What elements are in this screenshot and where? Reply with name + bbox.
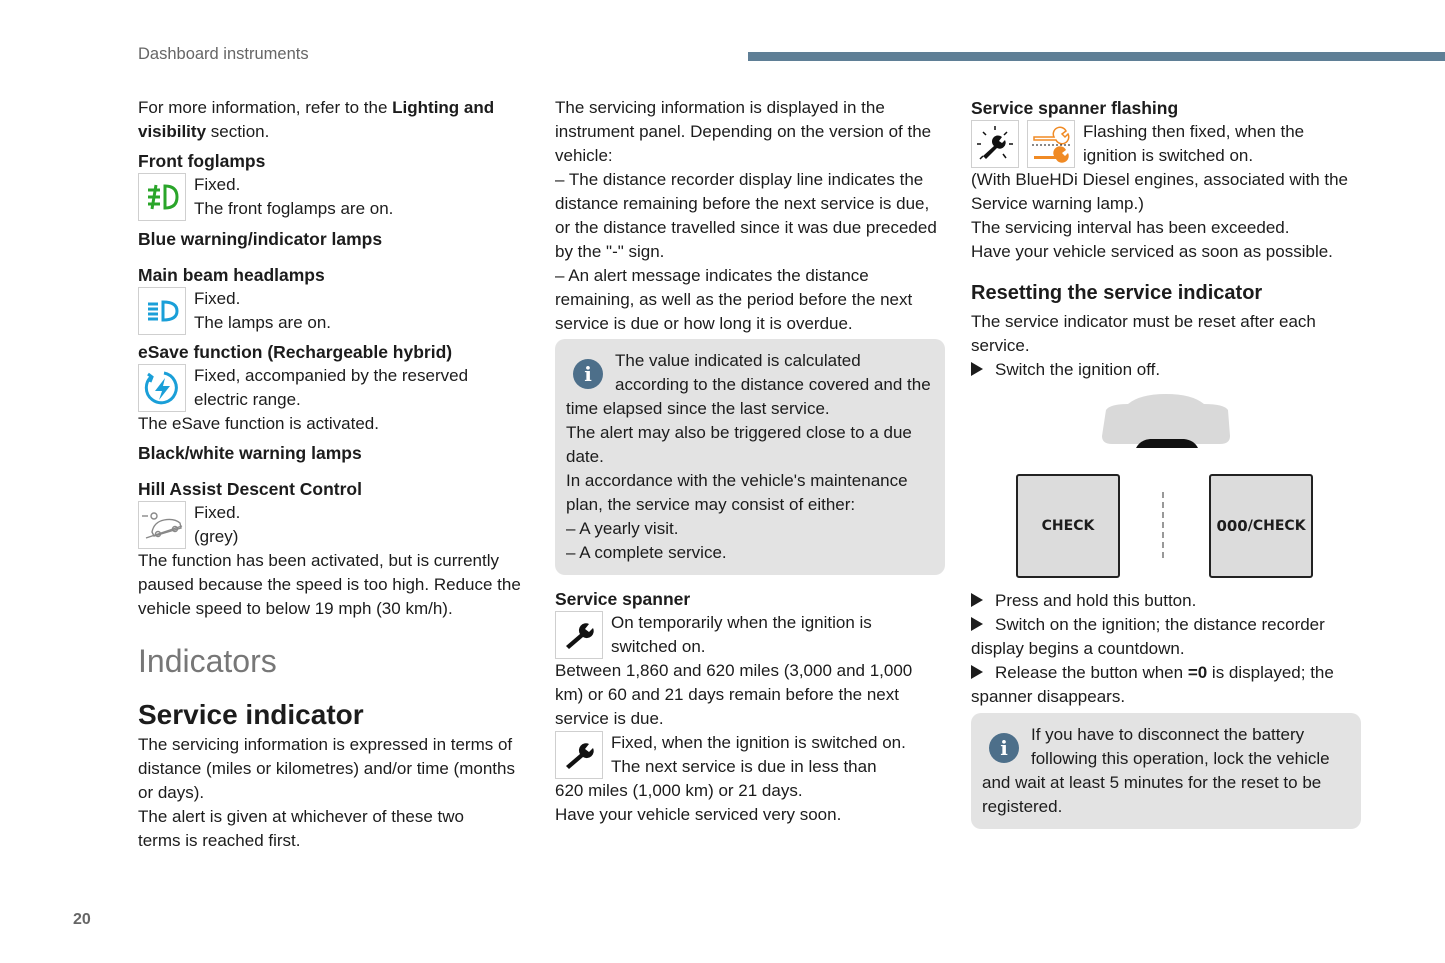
service-p1: The servicing information is expressed in terms of distance (miles or kilometres) and/or time (months or days). — [138, 735, 515, 802]
step-ignition-on: Switch on the ignition; the distance recorder display begins a countdown. — [971, 615, 1325, 658]
hill-descent-icon — [138, 501, 186, 549]
spanner-l3: Fixed, when the ignition is switched on. The next service is due in less than — [611, 733, 906, 776]
car-diagram — [1100, 392, 1232, 448]
section-header: Dashboard instruments — [138, 45, 309, 63]
arrow-icon — [971, 362, 983, 376]
flash-l4: Have your vehicle serviced as soon as possible. — [971, 242, 1333, 261]
main-beam-desc: The lamps are on. — [194, 313, 332, 332]
foglamp-desc: The front foglamps are on. — [194, 199, 394, 218]
col2-p3: – An alert message indicates the distance remaining, as well as the period before the next service is due or how long it is overdue. — [555, 266, 913, 333]
col2-p1: The servicing information is displayed in the instrument panel. Depending on the version of the vehicle: — [555, 98, 932, 165]
divider — [1162, 492, 1164, 558]
column-3 — [971, 96, 1361, 829]
indicators-heading: Indicators — [138, 643, 277, 679]
hill-assist-title: Hill Assist Descent Control — [138, 479, 362, 499]
foglamp-status: Fixed. — [194, 175, 241, 194]
info-note — [555, 339, 945, 575]
note-l4: – A yearly visit. — [566, 519, 679, 538]
header-bar — [748, 52, 1445, 61]
column-2 — [555, 96, 945, 827]
hill-desc: The function has been activated, but is currently paused because the speed is too high. Reduce the vehicle speed to below 19 mph (30 km/h). — [138, 551, 521, 618]
spanner-l5: Have your vehicle serviced very soon. — [555, 805, 842, 824]
check-button[interactable]: CHECK — [1016, 474, 1120, 578]
reset-p1: The service indicator must be reset after each service. — [971, 312, 1316, 355]
battery-note-text: If you have to disconnect the battery following this operation, lock the vehicle and wait at least 5 minutes for the reset to be registered. — [982, 725, 1330, 816]
hill-colour: (grey) — [194, 527, 239, 546]
reset-check-button[interactable]: 000 /CHECK — [1209, 474, 1313, 578]
front-foglamp-icon — [138, 173, 186, 221]
flash-l2: (With BlueHDi Diesel engines, associated with the Service warning lamp.) — [971, 170, 1349, 213]
col2-p2: – The distance recorder display line indicates the distance remaining before the next service is due, or the distance travelled since it was due preceded by the "-" sign. — [555, 170, 937, 261]
spanner-icon — [555, 611, 603, 659]
arrow-icon — [971, 593, 983, 607]
flash-l1: Flashing then fixed, when the ignition is switched on. — [1083, 122, 1305, 165]
esave-title: eSave function (Rechargeable hybrid) — [138, 342, 453, 362]
step-release: Release the button when =0 is displayed; the spanner disappears. — [971, 663, 1334, 706]
spanner-l2: Between 1,860 and 620 miles (3,000 and 1,000 km) or 60 and 21 days remain before the next service is due. — [555, 661, 913, 728]
main-beam-title: Main beam headlamps — [138, 265, 325, 285]
reset-heading: Resetting the service indicator — [971, 282, 1263, 304]
spanner-flashing-icon — [971, 120, 1019, 168]
info-icon: i — [573, 359, 603, 389]
note-l3: In accordance with the vehicle's maintenance plan, the service may consist of either: — [566, 471, 908, 514]
hill-status: Fixed. — [194, 503, 241, 522]
spanner-fixed-icon — [555, 731, 603, 779]
spanner-l4: 620 miles (1,000 km) or 21 days. — [555, 781, 803, 800]
page-number: 20 — [73, 911, 91, 928]
battery-note — [971, 713, 1361, 829]
spanner-orange-icon — [1027, 120, 1075, 168]
note-l1: The value indicated is calculated according to the distance covered and the time elapsed since the last service. — [566, 351, 931, 418]
arrow-icon — [971, 665, 983, 679]
note-l2: The alert may also be triggered close to a due date. — [566, 423, 912, 466]
bw-lamps-title: Black/white warning lamps — [138, 443, 362, 463]
esave-status: Fixed, accompanied by the reserved electric range. — [194, 366, 469, 409]
flash-l3: The servicing interval has been exceeded. — [971, 218, 1290, 237]
front-foglamps-title: Front foglamps — [138, 151, 266, 171]
arrow-icon — [971, 617, 983, 631]
esave-desc: The eSave function is activated. — [138, 414, 379, 433]
main-beam-status: Fixed. — [194, 289, 241, 308]
intro-text: For more information, refer to the Lighting and visibility section. — [138, 98, 495, 141]
step-press-hold: Press and hold this button. — [971, 589, 1361, 613]
spanner-l1: On temporarily when the ignition is switched on. — [611, 613, 872, 656]
main-beam-icon — [138, 287, 186, 335]
spanner-flashing-title: Service spanner flashing — [971, 98, 1179, 118]
service-indicator-heading: Service indicator — [138, 699, 364, 730]
blue-lamps-title: Blue warning/indicator lamps — [138, 229, 383, 249]
service-p2: The alert is given at whichever of these two terms is reached first. — [138, 807, 464, 850]
esave-icon — [138, 364, 186, 412]
reset-diagram — [971, 382, 1361, 589]
column-1 — [138, 96, 530, 853]
step-ignition-off: Switch the ignition off. — [971, 358, 1361, 382]
note-l5: – A complete service. — [566, 543, 727, 562]
service-spanner-title: Service spanner — [555, 589, 691, 609]
info-icon: i — [989, 733, 1019, 763]
